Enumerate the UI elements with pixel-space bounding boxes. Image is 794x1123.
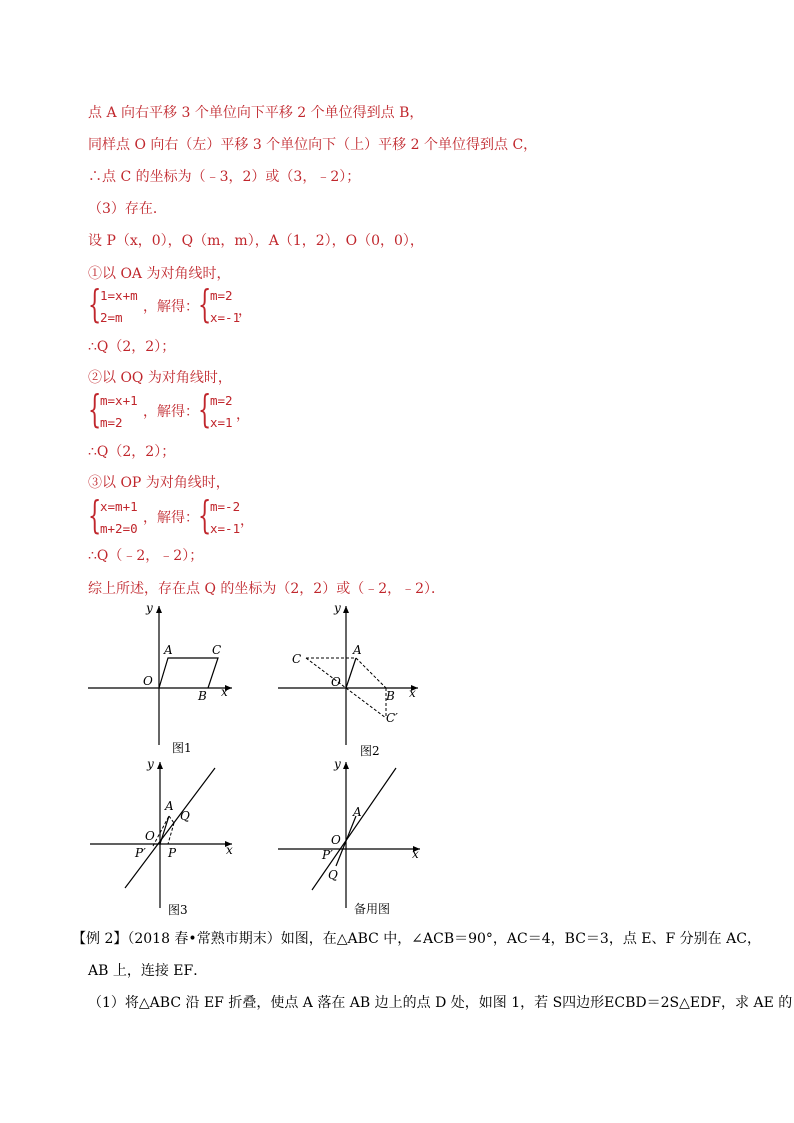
figure-caption: 备用图	[354, 902, 391, 916]
figure-2	[270, 600, 440, 760]
axis-x-label: x	[226, 843, 233, 857]
point-O-label: O	[331, 675, 341, 689]
example-line: （1）将△ABC 沿 EF 折叠，使点 A 落在 AB 边上的点 D 处，如图 1，若 S四边形ECBD＝2S△EDF，求 AE 的	[88, 995, 793, 1011]
text-line: 同样点 O 向右（左）平移 3 个单位向下（上）平移 2 个单位得到点 C，	[88, 137, 538, 153]
text-line: （3）存在．	[88, 201, 167, 217]
text-line: 点 A 向右平移 3 个单位向下平移 2 个单位得到点 B，	[88, 105, 424, 121]
point-C-label: C	[212, 643, 222, 657]
summary-line: 综上所述，存在点 Q 的坐标为（2，2）或（﹣2，﹣2）．	[88, 581, 446, 597]
point-Q-label: Q	[328, 868, 338, 882]
point-B-label: B	[198, 689, 207, 703]
case-heading: ①以 OA 为对角线时，	[88, 266, 231, 282]
point-C-label: C	[292, 652, 302, 666]
figure-caption: 图3	[168, 903, 188, 917]
axis-x-label: x	[409, 686, 416, 700]
example-line: AB 上，连接 EF．	[88, 963, 208, 979]
figure-caption: 图1	[172, 741, 192, 755]
point-Q-label: Q	[180, 809, 190, 823]
axis-y-label: y	[147, 758, 154, 771]
point-P-prime-label: P′	[135, 846, 146, 860]
point-O-label: O	[143, 674, 153, 688]
point-A-label: A	[353, 805, 362, 819]
figure-caption: 图2	[360, 744, 380, 758]
text-line: 设 P（x，0），Q（m，m），A（1，2），O（0，0），	[88, 233, 424, 249]
case-heading: ③以 OP 为对角线时，	[88, 475, 230, 491]
point-C-prime-label: C′	[386, 711, 398, 725]
text-line: ∴点 C 的坐标为（﹣3，2）或（3，﹣2）；	[88, 169, 361, 185]
result-line: ∴Q（﹣2，﹣2）；	[88, 548, 204, 564]
point-P-label: P	[168, 846, 177, 860]
point-A-label: A	[165, 799, 174, 813]
axis-x-label: x	[412, 847, 419, 861]
result-line: ∴Q（2，2）；	[88, 339, 176, 355]
point-O-label: O	[145, 829, 155, 843]
result-line: ∴Q（2，2）；	[88, 444, 176, 460]
point-B-label: B	[386, 689, 395, 703]
point-A-label: A	[353, 643, 362, 657]
figure-1	[80, 600, 250, 760]
axis-y-label: y	[334, 758, 341, 771]
point-P-prime-label: P′	[322, 848, 333, 862]
point-O-label: O	[331, 833, 341, 847]
point-A-label: A	[164, 643, 173, 657]
axis-y-label: y	[146, 601, 153, 615]
example-header: 【例 2】（2018 春•常熟市期末）如图，在△ABC 中，∠ACB＝90°，AC＝4，BC＝3，点 E、F 分别在 AC，	[72, 931, 761, 947]
axis-x-label: x	[221, 685, 228, 699]
axis-y-label: y	[334, 601, 341, 615]
figure-backup	[270, 758, 440, 918]
case-heading: ②以 OQ 为对角线时，	[88, 370, 232, 386]
figure-3	[80, 758, 250, 918]
